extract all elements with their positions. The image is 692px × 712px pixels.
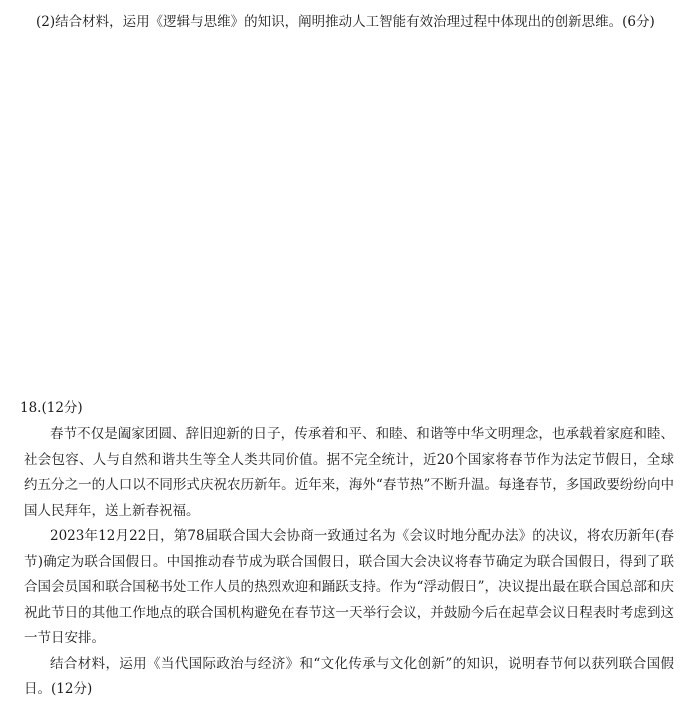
question-18-paragraph-2: 2023年12月22日，第78届联合国大会协商一致通过名为《会议时地分配办法》的决议，将农历新年(春节)确定为联合国假日。中国推动春节成为联合国假日，联合国大会决议将春节确定为联合国假日，得到了联合国会员国和联合国秘书处工作人员的热烈欢迎和踊跃支持。作为“浮动假日”，决议提出最在联合国总部和庆祝此节日的其他工作地点的联合国机构避免在春节这一天举行会议，并鼓励今后在起草会议日程表时考虑到这一节日安排。 [24, 528, 674, 646]
question-18-prompt: 结合材料，运用《当代国际政治与经济》和“文化传承与文化创新”的知识，说明春节何以获列联合国假日。(12分) [24, 655, 674, 697]
answer-blank-area [24, 70, 664, 390]
question-17-part-2-text: (2)结合材料，运用《逻辑与思维》的知识，阐明推动人工智能有效治理过程中体现出的创新思维。(6分) [36, 14, 655, 30]
question-18 [20, 396, 674, 703]
question-18-header: 18.(12分) [20, 400, 83, 416]
question-18-paragraph-1: 春节不仅是阖家团圆、辞旧迎新的日子，传承着和平、和睦、和谐等中华文明理念，也承载着家庭和睦、社会包容、人与自然和谐共生等全人类共同价值。据不完全统计，近20个国家将春节作为法定节假日，全球约五分之一的人口以不同形式庆祝农历新年。近年来，海外“春节热”不断升温。每逢春节，多国政要纷纷向中国人民拜年，送上新春祝福。 [24, 426, 674, 519]
question-17-part-2 [24, 10, 664, 35]
